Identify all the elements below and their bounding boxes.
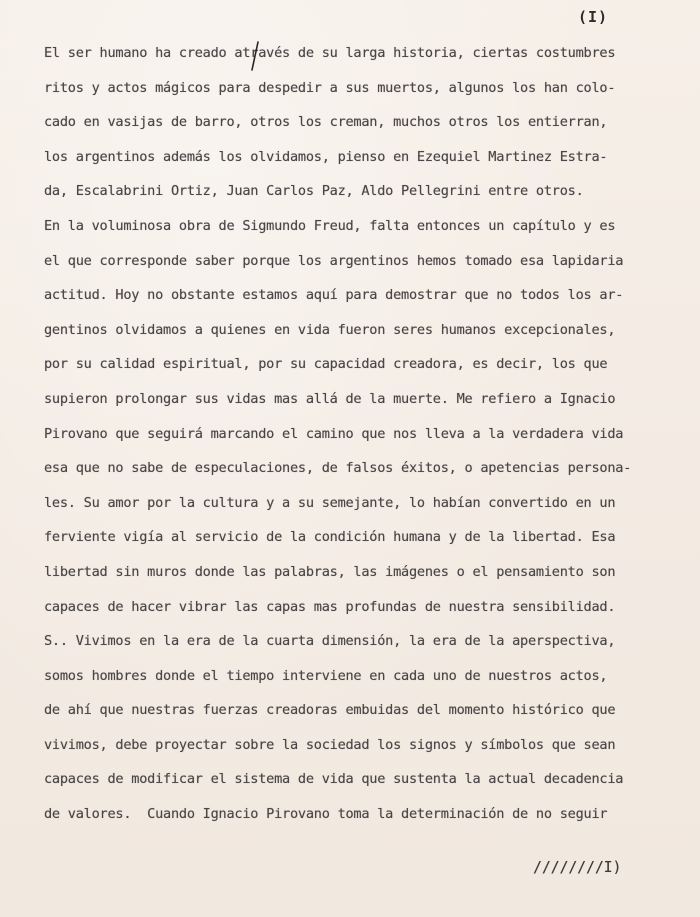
text-line: capaces de modificar el sistema de vida que sustenta la actual decadencia <box>44 771 624 788</box>
text-line: esa que no sabe de especulaciones, de falsos éxitos, o apetencias persona- <box>44 460 632 477</box>
text-line: el que corresponde saber porque los argentinos hemos tomado esa lapidaria <box>44 252 624 269</box>
text-line: actitud. Hoy no obstante estamos aquí para demostrar que no todos los ar- <box>44 287 624 304</box>
text-line: libertad sin muros donde las palabras, las imágenes o el pensamiento son <box>44 563 616 580</box>
text-line: En la voluminosa obra de Sigmundo Freud, falta entonces un capítulo y es <box>44 217 616 234</box>
text-line: S.. Vivimos en la era de la cuarta dimensión, la era de la aperspectiva, <box>44 633 616 650</box>
continuation-marker: ////////I) <box>533 858 622 876</box>
text-line: gentinos olvidamos a quienes en vida fueron seres humanos excepcionales, <box>44 321 616 338</box>
text-line: ferviente vigía al servicio de la condición humana y de la libertad. Esa <box>44 529 616 546</box>
handwritten-correction-mark <box>248 40 262 74</box>
text-line: capaces de hacer vibrar las capas mas profundas de nuestra sensibilidad. <box>44 598 616 615</box>
text-line: de valores. Cuando Ignacio Pirovano toma la determinación de no seguir <box>44 806 608 823</box>
text-line: vivimos, debe proyectar sobre la sociedad los signos y símbolos que sean <box>44 736 616 753</box>
text-line: cado en vasijas de barro, otros los creman, muchos otros los entierran, <box>44 114 608 131</box>
text-line: somos hombres donde el tiempo interviene en cada uno de nuestros actos, <box>44 667 608 684</box>
text-line: da, Escalabrini Ortiz, Juan Carlos Paz, Aldo Pellegrini entre otros. <box>44 183 584 200</box>
text-line: supieron prolongar sus vidas mas allá de la muerte. Me refiero a Ignacio <box>44 390 616 407</box>
text-line: El ser humano ha creado através de su larga historia, ciertas costumbres <box>44 45 616 61</box>
text-line: Pirovano que seguirá marcando el camino que nos lleva a la verdadera vida <box>44 425 624 442</box>
text-line: los argentinos además los olvidamos, pienso en Ezequiel Martinez Estra- <box>44 148 608 165</box>
body-text <box>44 36 692 832</box>
page-number: (I) <box>578 8 609 26</box>
text-line: por su calidad espiritual, por su capacidad creadora, es decir, los que <box>44 356 608 373</box>
text-line: ritos y actos mágicos para despedir a sus muertos, algunos los han colo- <box>44 79 616 96</box>
text-line: de ahí que nuestras fuerzas creadoras embuidas del momento histórico que <box>44 702 616 719</box>
text-line: les. Su amor por la cultura y a su semejante, lo habían convertido en un <box>44 494 616 511</box>
